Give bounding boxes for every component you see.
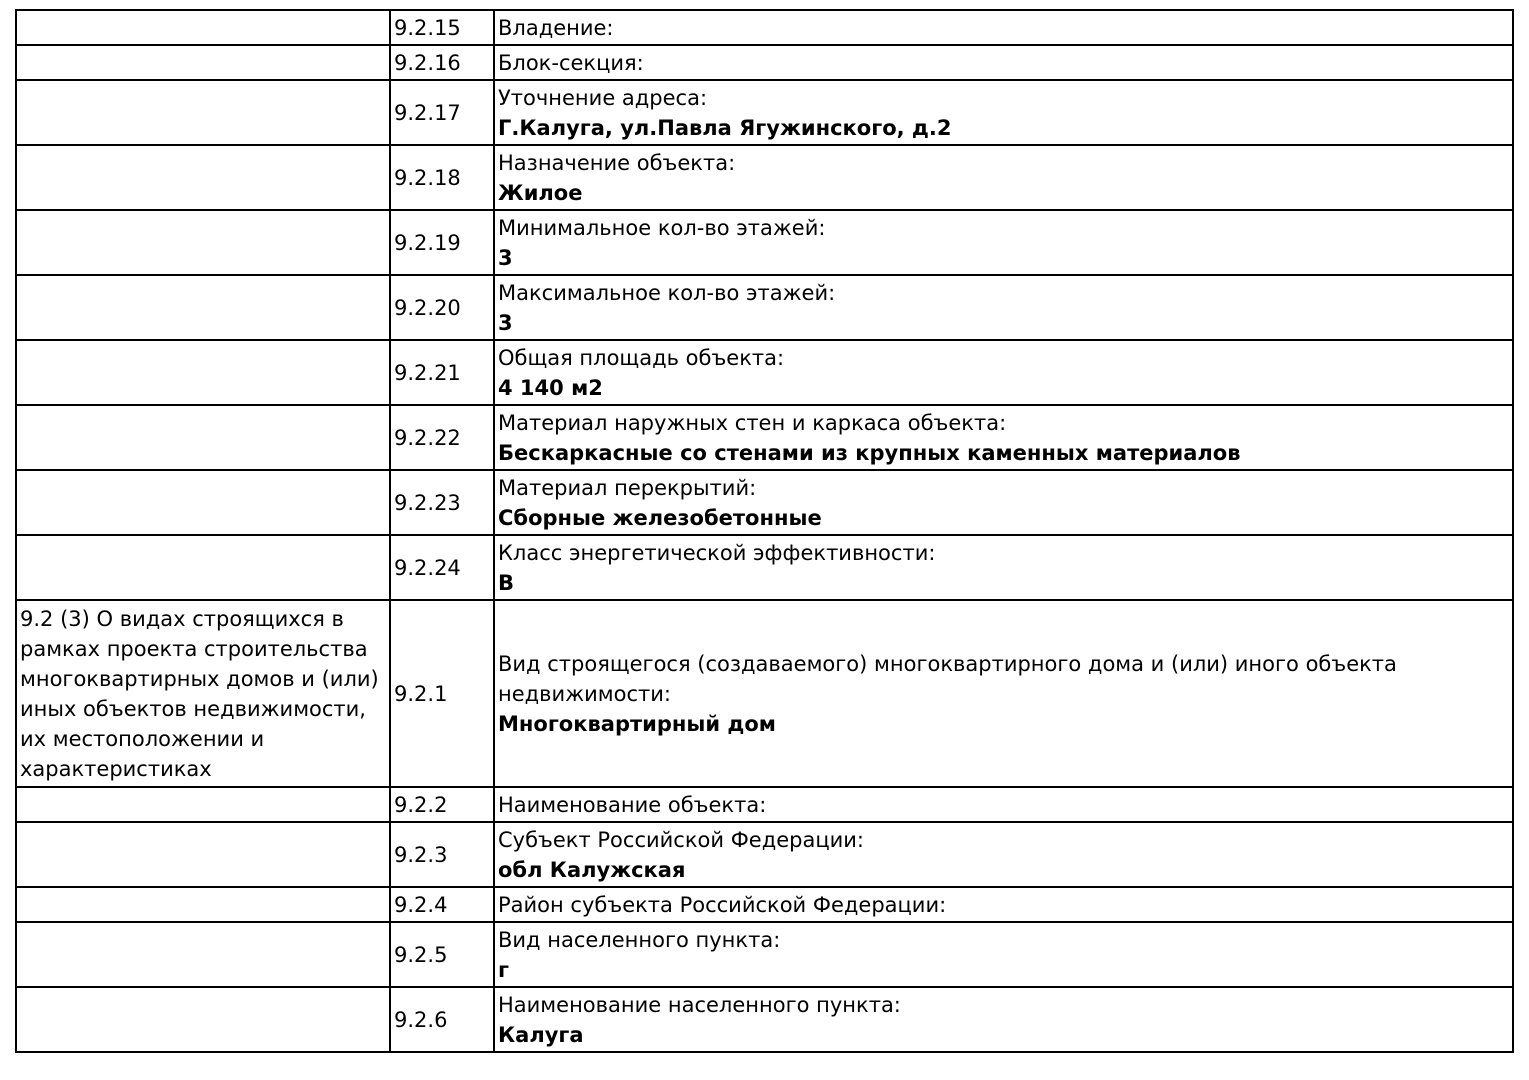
field-label: Общая площадь объекта: [498,345,785,370]
content-cell [494,470,1513,535]
field-value: Многоквартирный дом [498,711,776,736]
content-cell [494,787,1513,822]
table-row [16,822,1513,887]
section-cell [16,922,390,987]
field-label: Субъект Российской Федерации: [498,827,864,852]
table-row [16,922,1513,987]
section-cell [16,535,390,600]
code-cell: 9.2.24 [390,535,494,600]
code-cell: 9.2.5 [390,922,494,987]
field-label: Вид населенного пункта: [498,927,781,952]
section-cell [16,470,390,535]
table-row [16,600,1513,787]
content-cell [494,10,1513,45]
field-label: Назначение объекта: [498,150,736,175]
field-value: Сборные железобетонные [498,505,822,530]
code-cell: 9.2.16 [390,45,494,80]
code-cell: 9.2.1 [390,600,494,787]
content-cell [494,145,1513,210]
section-cell: 9.2 (3) О видах строящихся в рамках проекта строительства многоквартирных домов и (или) иных объектов недвижимости, их местоположении и характеристиках [16,600,390,787]
field-value: 3 [498,310,513,335]
section-cell [16,80,390,145]
document-table [15,9,1514,1053]
field-value: Калуга [498,1022,584,1047]
field-label: Максимальное кол-во этажей: [498,280,836,305]
section-cell [16,275,390,340]
section-cell [16,822,390,887]
field-label: Наименование населенного пункта: [498,992,901,1017]
content-cell [494,210,1513,275]
field-value: Жилое [498,180,583,205]
code-cell: 9.2.20 [390,275,494,340]
table-row [16,887,1513,922]
field-value: В [498,570,515,595]
content-cell [494,887,1513,922]
content-cell [494,80,1513,145]
field-label: Минимальное кол-во этажей: [498,215,826,240]
section-cell [16,145,390,210]
code-cell: 9.2.22 [390,405,494,470]
content-cell [494,45,1513,80]
table-row [16,787,1513,822]
table-row [16,10,1513,45]
content-cell [494,922,1513,987]
field-value: Г.Калуга, ул.Павла Ягужинского, д.2 [498,115,952,140]
section-cell [16,210,390,275]
code-cell: 9.2.3 [390,822,494,887]
content-cell [494,340,1513,405]
content-cell [494,275,1513,340]
table-row [16,405,1513,470]
code-cell: 9.2.2 [390,787,494,822]
table-row [16,340,1513,405]
content-cell [494,822,1513,887]
content-cell [494,535,1513,600]
code-cell: 9.2.4 [390,887,494,922]
field-value: Бескаркасные со стенами из крупных каменных материалов [498,440,1241,465]
section-cell [16,887,390,922]
field-label: Материал наружных стен и каркаса объекта: [498,410,1007,435]
field-value: 3 [498,245,513,270]
table-row [16,145,1513,210]
code-cell: 9.2.21 [390,340,494,405]
section-cell [16,340,390,405]
table-row [16,987,1513,1052]
code-cell: 9.2.15 [390,10,494,45]
field-value: г [498,957,509,982]
code-cell: 9.2.23 [390,470,494,535]
field-label: Наименование объекта: [498,792,767,817]
content-cell [494,987,1513,1052]
code-cell: 9.2.6 [390,987,494,1052]
code-cell: 9.2.17 [390,80,494,145]
field-label: Блок-секция: [498,50,644,75]
content-cell [494,600,1513,787]
code-cell: 9.2.18 [390,145,494,210]
section-cell [16,987,390,1052]
section-cell [16,405,390,470]
content-cell [494,405,1513,470]
field-label: Материал перекрытий: [498,475,757,500]
field-label: Вид строящегося (создаваемого) многоквартирного дома и (или) иного объекта недвижимости: [498,651,1397,706]
section-cell [16,10,390,45]
table-row [16,275,1513,340]
field-label: Владение: [498,15,614,40]
table-row [16,45,1513,80]
section-cell [16,45,390,80]
field-value: обл Калужская [498,857,686,882]
field-label: Класс энергетической эффективности: [498,540,936,565]
code-cell: 9.2.19 [390,210,494,275]
table-row [16,80,1513,145]
section-cell [16,787,390,822]
field-label: Район субъекта Российской Федерации: [498,892,947,917]
table-row [16,210,1513,275]
table-row [16,470,1513,535]
field-label: Уточнение адреса: [498,85,708,110]
table-row [16,535,1513,600]
field-value: 4 140 м2 [498,375,603,400]
